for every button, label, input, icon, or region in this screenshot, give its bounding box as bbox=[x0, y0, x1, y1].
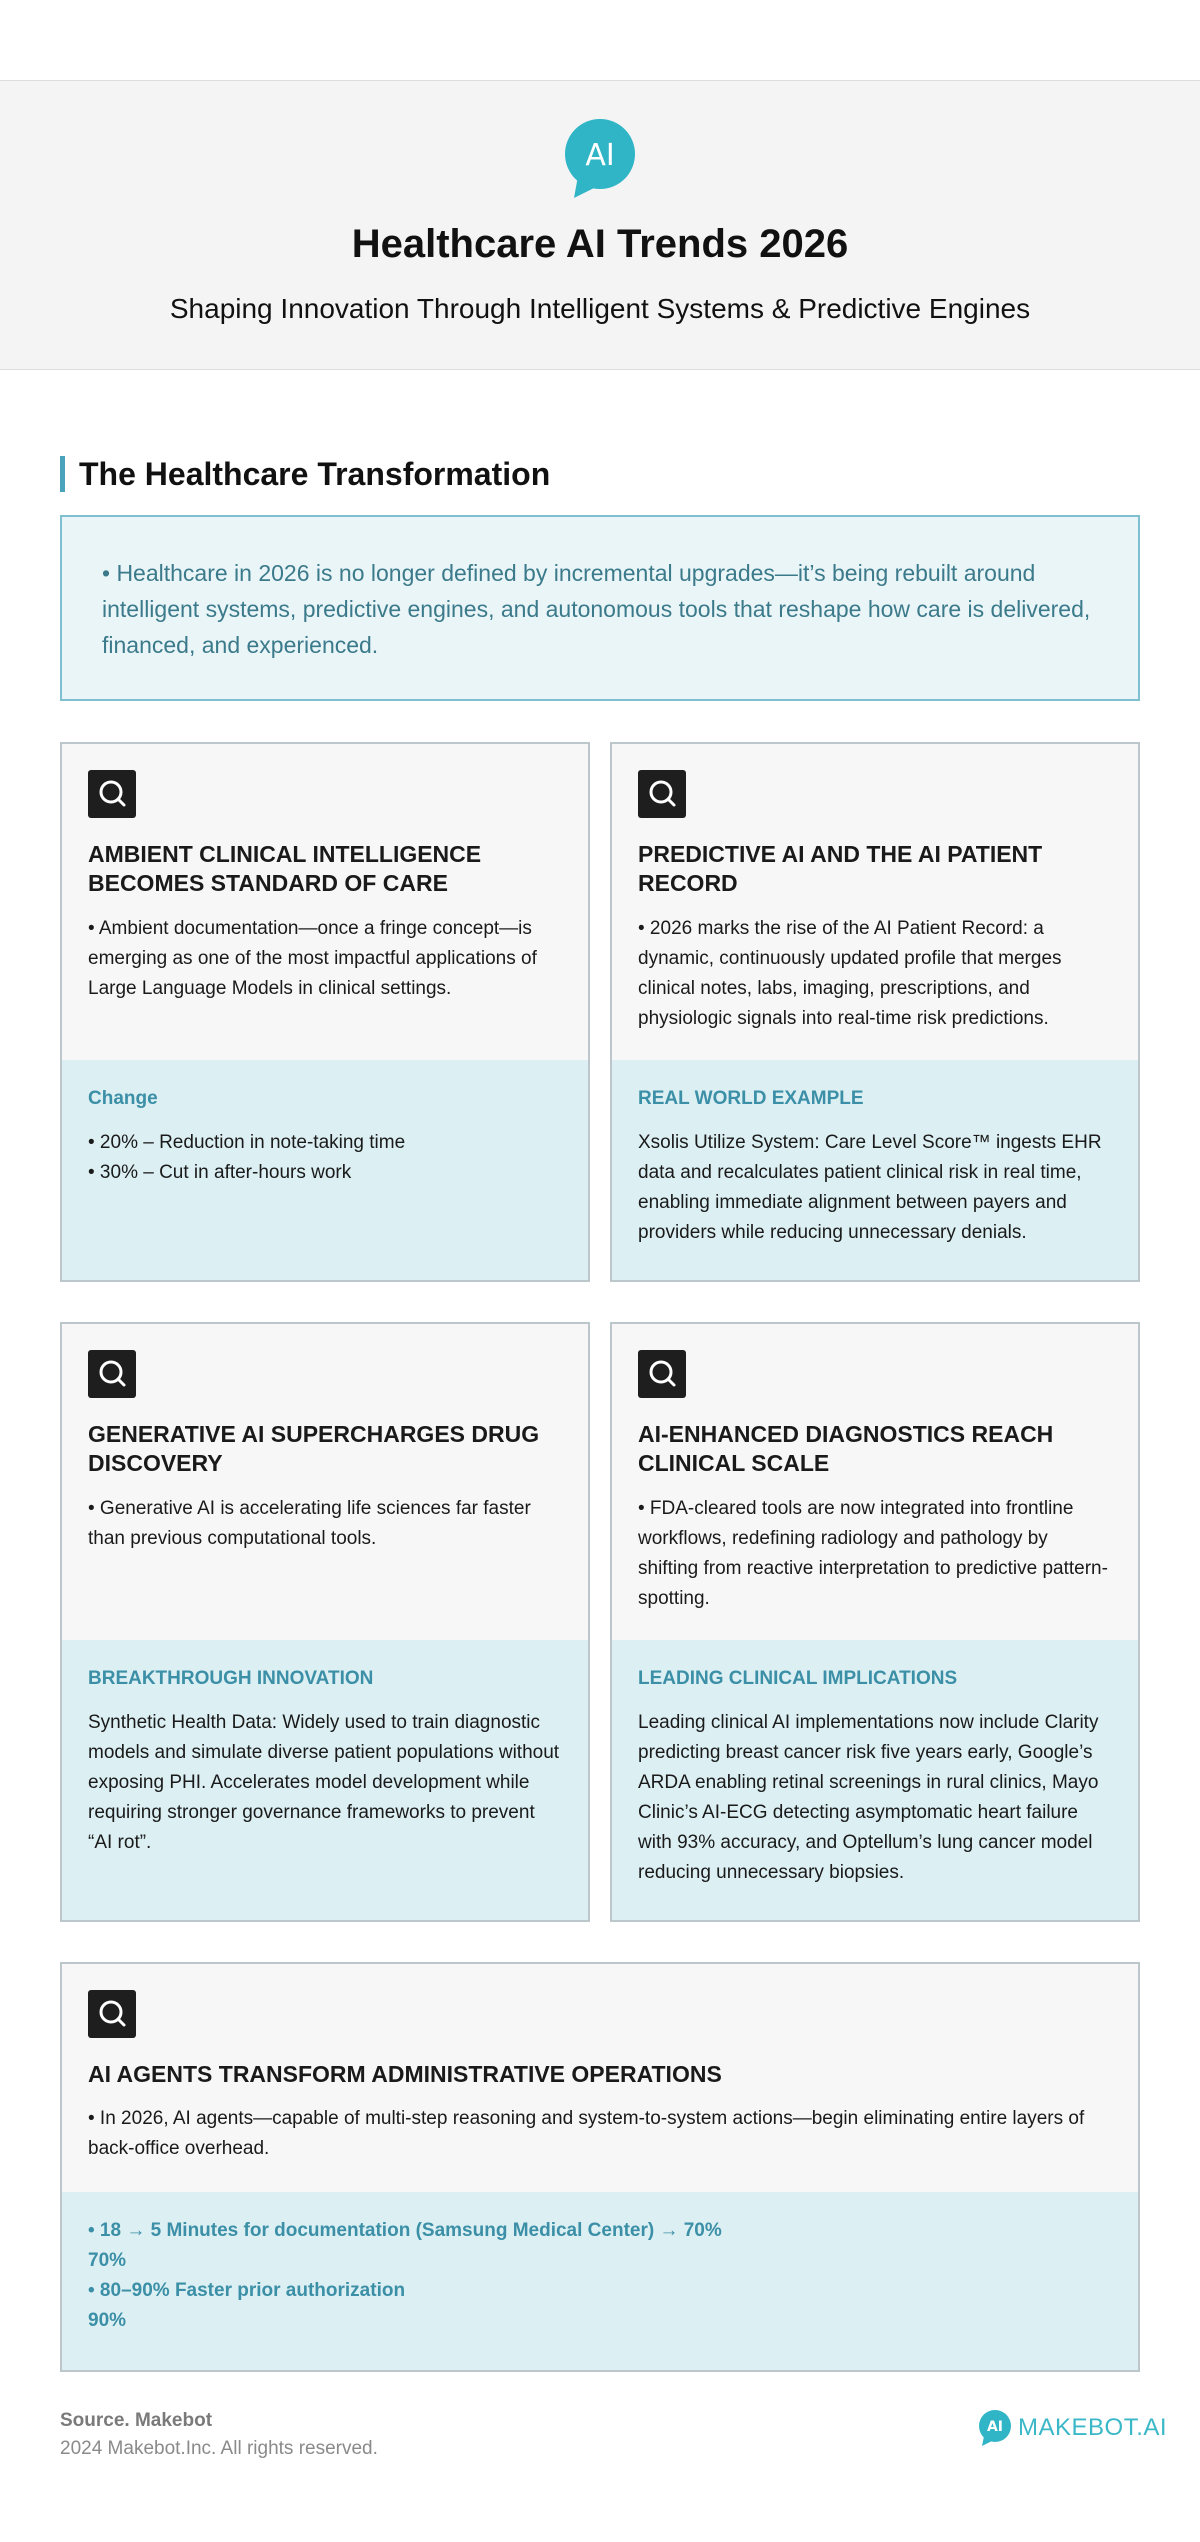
search-icon bbox=[88, 770, 136, 818]
card-generative-ai bbox=[60, 1322, 590, 1922]
sub-text: Xsolis Utilize System: Care Level Score™ ingests EHR data and recalculates patient clinical risk in real time, enabling immediate alignment between payers and providers while reducing unnecessary denials. bbox=[638, 1132, 1102, 1243]
intro-box bbox=[60, 515, 1140, 701]
footer-copyright: 2024 Makebot.Inc. All rights reserved. bbox=[60, 2438, 378, 2459]
sub-label: Change bbox=[88, 1088, 158, 1109]
card-text: • Ambient documentation—once a fringe concept—is emerging as one of the most impactful applications of Large Language Models in clinical settings. bbox=[88, 918, 537, 999]
stat-item: 70% bbox=[88, 2250, 127, 2271]
search-icon bbox=[88, 1350, 136, 1398]
card-ambient-clinical-intelligence bbox=[60, 742, 590, 1282]
stat-item: • 18 → 5 Minutes for documentation (Samsung Medical Center) → 70% bbox=[88, 2220, 722, 2241]
card-top bbox=[62, 1324, 588, 1644]
brand-mark-text: AI bbox=[986, 2419, 1004, 2435]
card-title: GENERATIVE AI SUPERCHARGES DRUG DISCOVERY bbox=[88, 1421, 540, 1476]
card-ai-diagnostics bbox=[610, 1322, 1140, 1922]
card-bottom bbox=[612, 1640, 1138, 1920]
sub-label: LEADING CLINICAL IMPLICATIONS bbox=[638, 1668, 958, 1689]
card-bottom bbox=[62, 1640, 588, 1920]
stat-item: • 80–90% Faster prior authorization bbox=[88, 2280, 406, 2301]
brand-logo[interactable] bbox=[978, 2408, 1167, 2448]
sub-label: REAL WORLD EXAMPLE bbox=[638, 1088, 864, 1109]
section-heading: The Healthcare Transformation bbox=[60, 456, 550, 492]
card-bottom bbox=[62, 1060, 588, 1280]
sub-text: Leading clinical AI implementations now include Clarity predicting breast cancer risk five years early, Google’s ARDA enabling retinal screenings in rural clinics, Mayo Clinic’s AI-ECG detecting asymptomatic heart failure with 93% accuracy, and Optellum’s lung cancer model reducing unnecessary biopsies. bbox=[638, 1712, 1099, 1883]
search-icon bbox=[88, 1990, 136, 2038]
stat-item: 90% bbox=[88, 2310, 127, 2331]
card-ai-agents bbox=[60, 1962, 1140, 2372]
card-title: AMBIENT CLINICAL INTELLIGENCE BECOMES STANDARD OF CARE bbox=[88, 841, 482, 896]
ai-speech-bubble-icon bbox=[564, 118, 636, 200]
search-icon bbox=[638, 1350, 686, 1398]
page-subtitle: Shaping Innovation Through Intelligent Systems & Predictive Engines bbox=[169, 293, 1031, 324]
card-text: • FDA-cleared tools are now integrated into frontline workflows, redefining radiology and pathology by shifting from reactive interpretation to predictive pattern-spotting. bbox=[638, 1498, 1108, 1609]
stat-list bbox=[88, 1128, 562, 1188]
card-text: • 2026 marks the rise of the AI Patient Record: a dynamic, continuously updated profile that merges clinical notes, labs, imaging, prescriptions, and physiologic signals into real-time risk predictions. bbox=[638, 918, 1062, 1029]
stat-list bbox=[88, 2216, 1112, 2336]
card-title: AI-ENHANCED DIAGNOSTICS REACH CLINICAL SCALE bbox=[638, 1421, 1054, 1476]
card-bottom bbox=[62, 2192, 1138, 2370]
card-title: PREDICTIVE AI AND THE AI PATIENT RECORD bbox=[638, 841, 1043, 896]
card-top bbox=[62, 744, 588, 1064]
card-top bbox=[612, 1324, 1138, 1644]
card-bottom bbox=[612, 1060, 1138, 1280]
card-title: AI AGENTS TRANSFORM ADMINISTRATIVE OPERATIONS bbox=[88, 2061, 722, 2087]
card-predictive-ai bbox=[610, 742, 1140, 1282]
brand-name: MAKEBOT.AI bbox=[1018, 2414, 1168, 2441]
card-text: • In 2026, AI agents—capable of multi-step reasoning and system-to-system actions—begin eliminating entire layers of back-office overhead. bbox=[88, 2108, 1085, 2159]
ai-speech-bubble-icon bbox=[978, 2409, 1012, 2447]
card-top bbox=[612, 744, 1138, 1064]
search-icon bbox=[638, 770, 686, 818]
intro-text: • Healthcare in 2026 is no longer defined by incremental upgrades—it’s being rebuilt around intelligent systems, predictive engines, and autonomous tools that reshape how care is delivered, financed, and experienced. bbox=[102, 560, 1091, 658]
footer-source: Source. Makebot bbox=[60, 2410, 213, 2431]
logo-text: AI bbox=[585, 138, 615, 173]
card-top bbox=[62, 1964, 1138, 2196]
stat-item: • 30% – Cut in after-hours work bbox=[88, 1162, 352, 1183]
page-title: Healthcare AI Trends 2026 bbox=[351, 222, 849, 266]
sub-text: Synthetic Health Data: Widely used to train diagnostic models and simulate diverse patient populations without exposing PHI. Accelerates model development while requiring stronger governance frameworks to prevent “AI rot”. bbox=[88, 1712, 560, 1853]
card-text: • Generative AI is accelerating life sciences far faster than previous computational tools. bbox=[88, 1498, 531, 1549]
stat-item: • 20% – Reduction in note-taking time bbox=[88, 1132, 406, 1153]
sub-label: BREAKTHROUGH INNOVATION bbox=[88, 1668, 374, 1689]
